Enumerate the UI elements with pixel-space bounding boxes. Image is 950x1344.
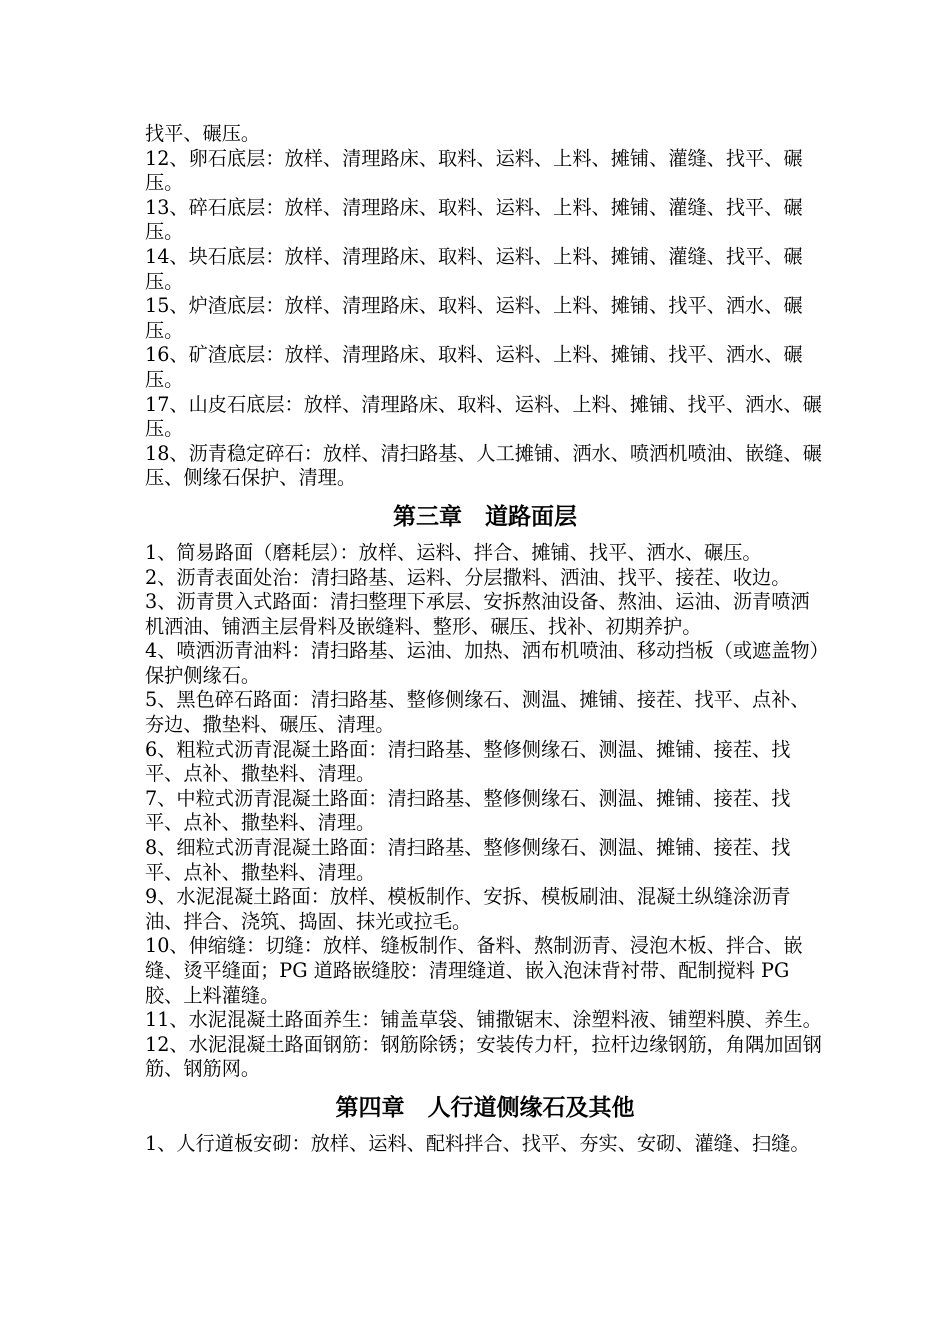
- list-item: 11、水泥混凝土路面养生：铺盖草袋、铺撒锯末、涂塑料液、铺塑料膜、养生。: [145, 1008, 822, 1032]
- list-item: 16、矿渣底层：放样、清理路床、取料、运料、上料、摊铺、找平、洒水、碾压。: [145, 343, 803, 391]
- list-item: 找平、碾压。: [145, 122, 261, 145]
- chapter4-list: [145, 1132, 825, 1157]
- list-item: 8、细粒式沥青混凝土路面：清扫路基、整修侧缘石、测温、摊铺、接茬、找平、点补、撒垫料、清理。: [145, 836, 791, 884]
- list-item: 1、人行道板安砌：放样、运料、配料拌合、找平、夯实、安砌、灌缝、扫缝。: [145, 1131, 810, 1155]
- section2-list: [145, 122, 825, 491]
- list-item: 5、黑色碎石路面：清扫路基、整修侧缘石、测温、摊铺、接茬、找平、点补、夯边、撒垫料、碾压、清理。: [145, 688, 810, 737]
- document-page: [145, 122, 825, 1157]
- list-item: 10、伸缩缝：切缝：放样、缝板制作、备料、熬制沥青、浸泡木板、拌合、嵌缝、烫平缝面；PG 道路嵌缝胶：清理缝道、嵌入泡沫背衬带、配制搅料 PG 胶、上料灌缝。: [145, 934, 803, 1007]
- list-item: 1、简易路面（磨耗层）：放样、运料、拌合、摊铺、找平、洒水、碾压。: [145, 540, 762, 564]
- list-item: 12、水泥混凝土路面钢筋：钢筋除锈；安装传力杆，拉杆边缘钢筋，角隅加固钢筋、钢筋网。: [145, 1032, 822, 1081]
- list-item: 4、喷洒沥青油料：清扫路基、运油、加热、洒布机喷油、移动挡板（或遮盖物）保护侧缘石。: [145, 639, 820, 687]
- list-item: 17、山皮石底层：放样、清理路床、取料、运料、上料、摊铺、找平、洒水、碾压。: [145, 392, 822, 441]
- list-item: 9、水泥混凝土路面：放样、模板制作、安拆、模板刷油、混凝土纵缝涂沥青油、拌合、浇筑、捣固、抹光或拉毛。: [145, 885, 791, 933]
- chapter-4-title: 第四章 人行道侧缘石及其他: [335, 1093, 635, 1121]
- list-item: 14、块石底层：放样、清理路床、取料、运料、上料、摊铺、灌缝、找平、碾压。: [145, 244, 803, 293]
- chapter3-list: [145, 541, 825, 1082]
- list-item: 2、沥青表面处治：清扫路基、运料、分层撒料、洒油、找平、接茬、收边。: [145, 565, 791, 589]
- list-item: 7、中粒式沥青混凝土路面：清扫路基、整修侧缘石、测温、摊铺、接茬、找平、点补、撒垫料、清理。: [145, 786, 791, 835]
- list-item: 12、卵石底层：放样、清理路床、取料、运料、上料、摊铺、灌缝、找平、碾压。: [145, 146, 803, 195]
- list-item: 15、炉渣底层：放样、清理路床、取料、运料、上料、摊铺、找平、洒水、碾压。: [145, 294, 803, 342]
- list-item: 18、沥青稳定碎石：放样、清扫路基、人工摊铺、洒水、喷洒机喷油、嵌缝、碾压、侧缘石保护、清理。: [145, 441, 822, 490]
- chapter-3-title: 第三章 道路面层: [393, 502, 577, 530]
- list-item: 13、碎石底层：放样、清理路床、取料、运料、上料、摊铺、灌缝、找平、碾压。: [145, 195, 803, 244]
- list-item: 3、沥青贯入式路面：清扫整理下承层、安拆熬油设备、熬油、运油、沥青喷洒机洒油、铺洒主层骨料及嵌缝料、整形、碾压、找补、初期养护。: [145, 590, 810, 638]
- list-item: 6、粗粒式沥青混凝土路面：清扫路基、整修侧缘石、测温、摊铺、接茬、找平、点补、撒垫料、清理。: [145, 737, 791, 786]
